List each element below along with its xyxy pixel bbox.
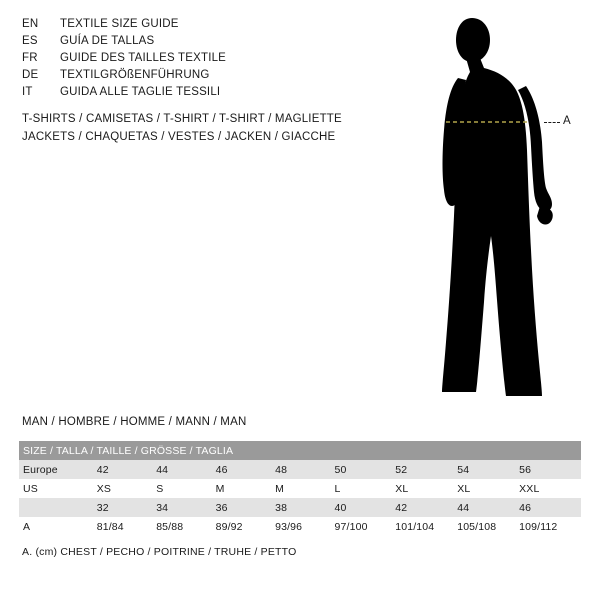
table-row	[19, 498, 581, 517]
row-label	[19, 498, 97, 517]
table-cell: S	[156, 479, 215, 498]
language-code: DE	[22, 69, 39, 81]
table-cell: XXL	[519, 479, 581, 498]
language-list	[22, 16, 362, 101]
language-code: FR	[22, 52, 38, 64]
size-table	[19, 441, 581, 536]
language-code: EN	[22, 18, 39, 30]
table-title: MAN / HOMBRE / HOMME / MANN / MAN	[22, 416, 247, 428]
category-list	[22, 110, 382, 146]
table-cell: 97/100	[335, 517, 396, 536]
row-label: Europe	[19, 460, 97, 479]
table-cell: 42	[97, 460, 156, 479]
table-cell: 109/112	[519, 517, 581, 536]
language-row	[22, 16, 362, 33]
table-cell: XS	[97, 479, 156, 498]
language-row	[22, 33, 362, 50]
table-cell: 44	[457, 498, 519, 517]
row-label: US	[19, 479, 97, 498]
measure-label-a: A	[563, 115, 571, 127]
table-cell: 54	[457, 460, 519, 479]
table-cell: 32	[97, 498, 156, 517]
table-cell: XL	[457, 479, 519, 498]
table-cell: 52	[395, 460, 457, 479]
table-cell: 34	[156, 498, 215, 517]
table-cell: XL	[395, 479, 457, 498]
language-code: IT	[22, 86, 33, 98]
table-cell: 101/104	[395, 517, 457, 536]
table-cell: 46	[519, 498, 581, 517]
table-cell: 44	[156, 460, 215, 479]
table-cell: M	[216, 479, 275, 498]
table-cell: 50	[335, 460, 396, 479]
table-cell: 105/108	[457, 517, 519, 536]
table-cell: 85/88	[156, 517, 215, 536]
table-cell: 46	[216, 460, 275, 479]
table-cell: 42	[395, 498, 457, 517]
male-silhouette-figure	[400, 10, 600, 410]
table-cell: 48	[275, 460, 334, 479]
table-cell: M	[275, 479, 334, 498]
table-header-row	[19, 441, 581, 460]
language-text: GUÍA DE TALLAS	[60, 35, 155, 47]
language-text: GUIDE DES TAILLES TEXTILE	[60, 52, 227, 64]
language-text: TEXTILE SIZE GUIDE	[60, 18, 179, 30]
table-cell: 56	[519, 460, 581, 479]
language-text: TEXTILGRÖßENFÜHRUNG	[60, 69, 210, 81]
table-row	[19, 479, 581, 498]
language-code: ES	[22, 35, 38, 47]
table-cell: 81/84	[97, 517, 156, 536]
category-jackets: JACKETS / CHAQUETAS / VESTES / JACKEN / GIACCHE	[22, 131, 336, 143]
category-tshirts: T-SHIRTS / CAMISETAS / T-SHIRT / T-SHIRT / MAGLIETTE	[22, 113, 342, 125]
silhouette-svg	[400, 10, 600, 410]
language-row	[22, 84, 362, 101]
table-cell: 36	[216, 498, 275, 517]
table-header-label: SIZE / TALLA / TAILLE / GRÖSSE / TAGLIA	[19, 441, 581, 460]
language-row	[22, 67, 362, 84]
table-cell: 40	[335, 498, 396, 517]
table-cell: 38	[275, 498, 334, 517]
table-row	[19, 460, 581, 479]
table-cell: 89/92	[216, 517, 275, 536]
silhouette-body	[442, 18, 553, 396]
table-cell: L	[335, 479, 396, 498]
language-text: GUIDA ALLE TAGLIE TESSILI	[60, 86, 221, 98]
language-row	[22, 50, 362, 67]
row-label: A	[19, 517, 97, 536]
table-row	[19, 517, 581, 536]
measure-leader-line	[544, 122, 560, 123]
footnote: A. (cm) CHEST / PECHO / POITRINE / TRUHE / PETTO	[22, 546, 297, 558]
table-cell: 93/96	[275, 517, 334, 536]
